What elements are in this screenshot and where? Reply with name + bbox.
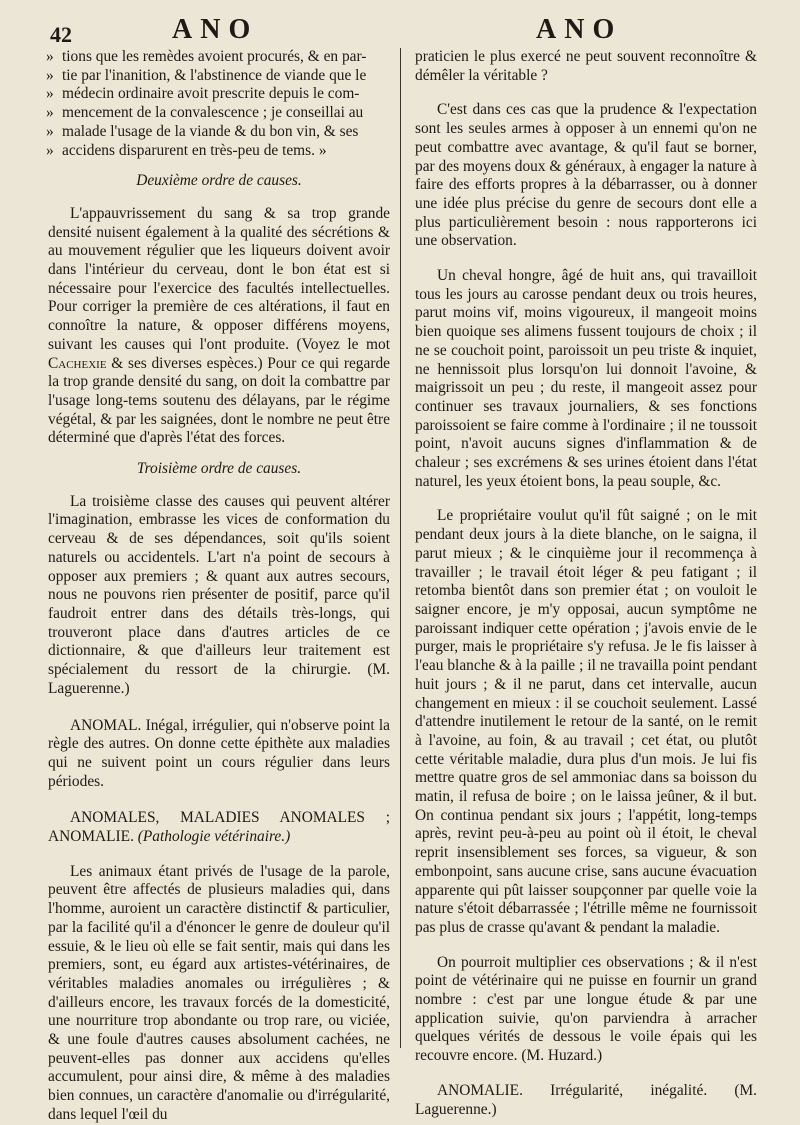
paragraph-prudence: C'est dans ces cas que la prudence & l'expectation sont les seules armes à opposer à un ennemi qu'on ne peut combattre avec avantage, & qu'il faut se borner, par des moyens doux & généraux, à engager la nature à faire des efforts propres à la débarrasser, ou à donner une idée plus précise du genre de secours dont elle a plus particulièrement besoin : nous rapporterons ici une observation. xyxy=(415,101,757,250)
quote-mark: » xyxy=(46,122,54,140)
quote-block xyxy=(48,48,390,160)
paragraph-animals: Les animaux étant privés de l'usage de la parole, peuvent être affectés de plusieurs maladies qui, dans l'homme, auroient un caractère distinctif & particulier, par la facilité qu'il a d'énoncer le genre de douleur qu'il essuie, & le lieu où elle se fait sentir, mais qui dans les premiers, sont, eu égard aux artistes-vétérinaires, de véritables maladies anomales ou irrégulières ; & d'ailleurs encore, les travaux forcés de la domesticité, une nourriture trop abondante ou trop rare, ou viciée, & une foule d'autres causes absolument cachées, ne peuvent-elles pas donner aux accidens qu'elles accumulent, pour ainsi dire, & même à des maladies bien connues, un caractère d'anomalie ou d'irrégularité, dans lequel l'œil du xyxy=(48,862,390,1123)
paragraph-owner: Le propriétaire voulut qu'il fût saigné ; on le mit pendant deux jours à la diete blanche, on le saigna, il parut mieux ; & le cinquième jour il recommença à travailler ; le travail étoit léger & peu fatigant ; il retomba bientôt dans son premier état ; on vouloit le saigner encore, je m'y opposai, aucun symptôme ne paroissant indiquer cette opération ; j'avois envie de le purger, mais le propriétaire s'y refusa. Je le fis laisser à l'eau blanche & à la paille ; il ne travailla point pendant huit jours ; & il ne parut, dans cet intervalle, aucun changement en mieux : il se couchoit seulement. Lassé d'attendre inutilement le retour de la santé, on le remit à l'avoine, au foin, & au travail ; cet état, ou plutôt cette véritable maladie, dura plus d'un mois. Je lui fis mettre quatre gros de sel ammoniac dans sa boisson du matin, il refusa de boire ; on le laissa jeûner, & il but. On continua pendant six jours ; l'appétit, long-temps après, revint peu-à-peu au point où il étoit, le cheval reprit insensiblement ses forces, sa vigueur, & son embonpoint, sans aucune crise, sans aucune évacuation apparente qui pût laisser soupçonner par quelle voie la nature s'étoit débarrassée ; l'étrille même ne fournissoit pas plus de crasse qu'avant & pendant la maladie. xyxy=(415,507,757,936)
entry-anomales-title: ANOMALES, MALADIES ANOMALES ; ANOMALIE. (Pathologie vétérinaire.) xyxy=(48,809,390,846)
entry-anomal: ANOMAL. Inégal, irrégulier, qui n'observe point la règle des autres. On donne cette épithète aux maladies qui ne suivent point un cours régulier dans leurs périodes. xyxy=(48,716,390,790)
paragraph-continuation: praticien le plus exercé ne peut souvent reconnoître & démêler la véritable ? xyxy=(415,48,757,84)
quote-line: » mencement de la convalescence ; je conseillai au xyxy=(46,104,364,122)
quote-line: » accidens disparurent en très-peu de tems. » xyxy=(46,141,327,159)
paragraph-observations: On pourroit multiplier ces observations ; & il n'est point de vétérinaire qui ne puisse en fournir un grand nombre : c'est par une longue étude & par une application suivie, qu'on parviendra à arracher quelques vérités de dessous le voile épais qui les recouvre encore. (M. Huzard.) xyxy=(415,953,757,1065)
right-column xyxy=(415,48,757,1119)
section-heading-third-causes: Troisième ordre de causes. xyxy=(136,460,302,478)
paragraph-third-causes: La troisième classe des causes qui peuvent altérer l'imagination, embrasse les vices de conformation du cerveau & de ses dépendances, soit qu'ils soient naturels ou accidentels. L'art n'a point de secours à opposer aux premiers ; & quant aux autres secours, nous ne pouvons rien présenter de positif, parce qu'il faudroit entrer dans des détails très-longs, qui trouveront place dans d'autres articles de ce dictionnaire, & que d'ailleurs leur traitement est spécialement du ressort de la chirurgie. (M. Laguerenne.) xyxy=(48,492,390,697)
paragraph-blood-density: L'appauvrissement du sang & sa trop grande densité nuisent également à la qualité des sécrétions & au mouvement régulier que les liqueurs doivent avoir dans l'intérieur du cerveau, dont le bon état est si nécessaire pour l'exercice des facultés intellectuelles. Pour corriger la première de ces altérations, il faut en connoître la nature, & opposer différens moyens, suivant les causes qui l'ont produite. (Voyez le mot Cachexie & ses diverses espèces.) Pour ce qui regarde la trop grande densité du sang, on doit la combattre par l'usage long-tems soutenu des délayans, par le régime végétal, & par les saignées, dont le nombre ne peut être déterminé que d'après l'état des forces. xyxy=(48,204,390,447)
quote-mark: » xyxy=(46,141,54,159)
entry-subject: (Pathologie vétérinaire.) xyxy=(137,828,291,846)
quote-mark: » xyxy=(46,85,54,103)
column-divider xyxy=(400,48,401,1048)
quote-line: » malade l'usage de la viande & du bon vin, & ses xyxy=(46,122,359,140)
paragraph-horse: Un cheval hongre, âgé de huit ans, qui travailloit tous les jours au carosse pendant deux ou trois heures, parut moins vif, moins vigoureux, il mangeoit moins bien quoique ses alimens fussent toujours de choix ; il ne se couchoit point, paroissoit un peu triste & inquiet, ne hennissoit plus lorsqu'on lui donnoit l'avoine, & maigrissoit un peu ; du reste, il mangeoit assez pour continuer ses travaux journaliers, & ses fonctions paroissoient se faire comme à l'ordinaire ; il ne toussoit point, n'avoit aucuns signes d'inflammation & de chaleur ; ses excrémens & ses urines étoient dans l'état naturel, les yeux étoient bons, la peau souple, &c. xyxy=(415,267,757,490)
page-number: 42 xyxy=(50,22,72,47)
entry-anomalie: ANOMALIE. Irrégularité, inégalité. (M. Laguerenne.) xyxy=(415,1081,757,1118)
section-heading-second-causes: Deuxième ordre de causes. xyxy=(136,172,302,190)
quote-mark: » xyxy=(46,104,54,122)
running-head-left: ANO xyxy=(172,14,259,45)
quote-line: » tions que les remèdes avoient procurés, & en par- xyxy=(46,48,367,65)
quote-mark: » xyxy=(46,48,54,65)
quote-line: » médecin ordinaire avoit prescrite depuis le com- xyxy=(46,85,360,103)
cross-reference: Cachexie xyxy=(48,354,107,372)
running-head-right: ANO xyxy=(536,14,623,45)
quote-line: » tie par l'inanition, & l'abstinence de viande que le xyxy=(46,66,367,84)
left-column xyxy=(48,48,390,1125)
quote-mark: » xyxy=(46,66,54,84)
